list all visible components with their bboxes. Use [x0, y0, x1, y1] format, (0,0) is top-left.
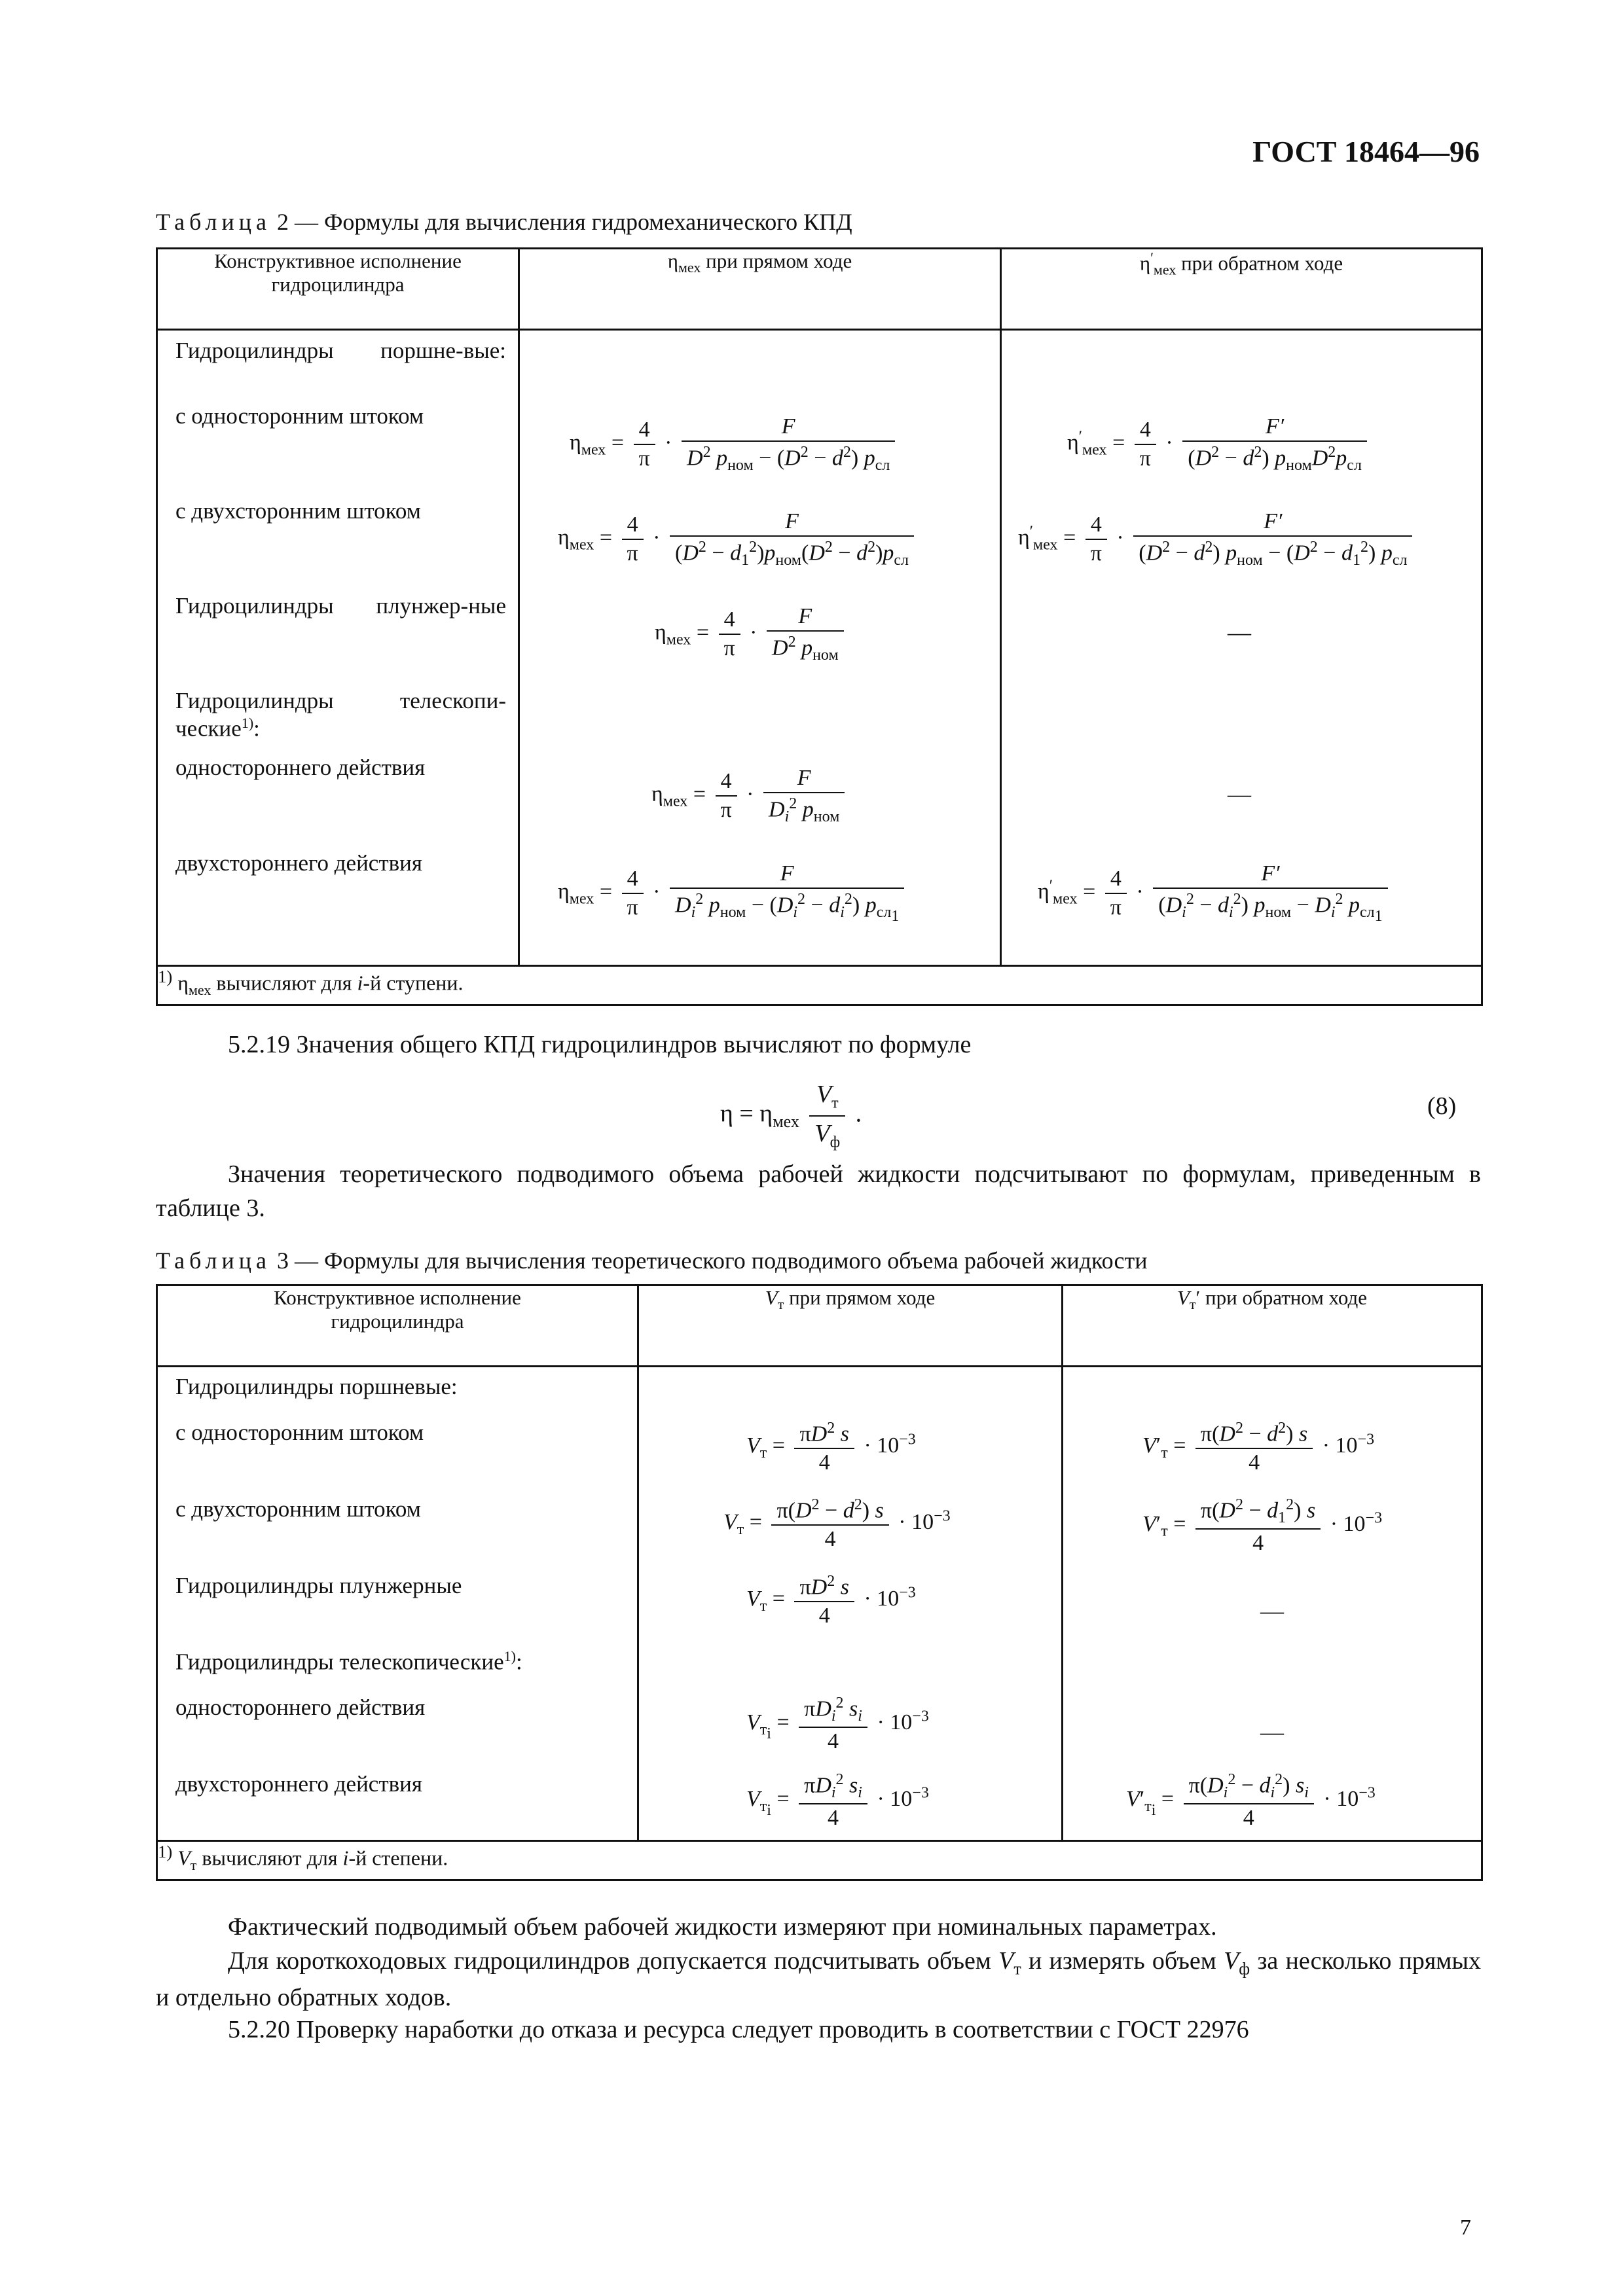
table3-row-single-rod: с односторонним штоком: [175, 1420, 424, 1445]
equation-number-8: (8): [1427, 1092, 1457, 1120]
table3-row-single-acting: одностороннего действия: [175, 1695, 426, 1720]
paragraph-5-2-19-text: 5.2.19 Значения общего КПД гидроцилиндров вычисляют по формуле: [228, 1031, 972, 1058]
table3-formula-reverse-single-rod: $V'_т$ = $\frac{\pi(D^2 - d^2) s}{4}$ · $10^{-3}$: [1142, 1420, 1375, 1475]
table3-formula-forward-plunger: $V_т$ = $\frac{\pi D^2 s}{4}$ · $10^{-3}$: [746, 1573, 916, 1628]
table3-caption-label: Таблица: [156, 1247, 271, 1274]
table3-header-reverse: $V_т'$ при обратном ходе: [1063, 1285, 1482, 1367]
paragraph-theoretical-volume: [156, 1157, 1481, 1225]
table3-reverse-plunger-dash: —: [1260, 1598, 1284, 1624]
table3-row-telescopic: Гидроцилиндры телескопические$^{1)}$:: [175, 1648, 522, 1675]
table3-header-construction: Конструктивное исполнение гидроцилиндра: [157, 1285, 638, 1367]
table3-footnote: $^{1)}$ $V_т$ вычисляют для i-й степени.: [157, 1841, 1482, 1880]
table3-reverse-single-acting-dash: —: [1260, 1719, 1284, 1745]
page-number: 7: [1460, 2215, 1471, 2240]
table2-caption-label: Таблица: [156, 209, 271, 235]
table2-formula-reverse-double-rod: $\eta'_{мех}$ = $\frac{4}{\pi}$ · $\frac{F'}{(D^2 - d^2) p_{ном} - (D^2 - d_1^2) p_{сл}}$: [1018, 511, 1416, 568]
table3-row-plunger: Гидроцилиндры плунжерные: [175, 1573, 462, 1598]
table3-row-double-acting: двухстороннего действия: [175, 1771, 422, 1797]
table3-row-double-rod: с двухсторонним штоком: [175, 1496, 421, 1522]
table2-row-double-rod: с двухсторонним штоком: [175, 498, 421, 524]
table2-row-telescopic: Гидроцилиндры телескопи-ческие$^{1)}$:: [175, 688, 506, 742]
table2-formula-forward-double-acting: $\eta_{мех}$ = $\frac{4}{\pi}$ · $\frac{F}{D_i^2 p_{ном} - (D_i^2 - d_i^2) p_{сл_1}}$: [558, 863, 908, 924]
table2-row-piston: Гидроцилиндры поршне-вые:: [175, 338, 506, 363]
table2-formula-forward-single-rod: $\eta_{мех}$ = $\frac{4}{\pi}$ · $\frac{F}{D^2 p_{ном} - (D^2 - d^2) p_{сл}}$: [570, 416, 899, 473]
table2-row-double-acting: двухстороннего действия: [175, 850, 422, 876]
table2-formula-reverse-double-acting: $\eta'_{мех}$ = $\frac{4}{\pi}$ · $\frac{F'}{(D_i^2 - d_i^2) p_{ном} - D_i^2 p_{сл_1}}$: [1038, 863, 1392, 924]
table3-formula-forward-single-acting: $V_{т_i}$ = $\frac{\pi D_i^2 s_i}{4}$ · $10^{-3}$: [746, 1695, 929, 1754]
table2-formula-forward-plunger: $\eta_{мех}$ = $\frac{4}{\pi}$ · $\frac{F}{D^2 p_{ном}}$: [655, 605, 848, 663]
table2-caption-rest: 2 — Формулы для вычисления гидромеханического КПД: [270, 209, 852, 235]
table3-caption: [156, 1247, 1148, 1274]
table3-row-piston: Гидроцилиндры поршневые:: [175, 1374, 458, 1399]
paragraph-theoretical-volume-text: Значения теоретического подводимого объема рабочей жидкости подсчитывают по формулам, приведенным в таблице 3.: [156, 1160, 1481, 1223]
table3-formula-forward-double-rod: $V_т$ = $\frac{\pi(D^2 - d^2) s}{4}$ · $10^{-3}$: [723, 1496, 951, 1552]
table3-formula-reverse-double-rod: $V'_т$ = $\frac{\pi(D^2 - d_1^2) s}{4}$ · $10^{-3}$: [1142, 1496, 1383, 1556]
paragraph-short-stroke: Для короткоходовых гидроцилиндров допускается подсчитывать объем $V_т$ и измерять объем $V_ф$ за несколько прямых и отдельно обратных ходов.: [156, 1947, 1481, 2012]
table3-header-forward: $V_т$ при прямом ходе: [638, 1285, 1063, 1367]
table2-reverse-plunger-dash: —: [1228, 619, 1251, 645]
table2-header-construction: Конструктивное исполнение гидроцилиндра: [157, 249, 519, 330]
table3-formula-reverse-double-acting: $V'_{т_i}$ = $\frac{\pi(D_i^2 - d_i^2) s_i}{4}$ · $10^{-3}$: [1126, 1771, 1376, 1831]
table2-header-reverse: $\eta'_{мех}$ при обратном ходе: [1001, 249, 1482, 330]
table2-row-plunger: Гидроцилиндры плунжер-ные: [175, 593, 506, 619]
table2-formula-forward-single-acting: $\eta_{мех}$ = $\frac{4}{\pi}$ · $\frac{F}{D_i^2 p_{ном}}$: [651, 767, 848, 825]
table2-formula-reverse-single-rod: $\eta'_{мех}$ = $\frac{4}{\pi}$ · $\frac{F'}{(D^2 - d^2) p_{ном}D^2p_{сл}}$: [1067, 416, 1371, 473]
table2-row-single-acting: одностороннего действия: [175, 755, 426, 780]
table2-row-single-rod: с односторонним штоком: [175, 403, 424, 429]
paragraph-actual-volume-text: Фактический подводимый объем рабочей жидкости измеряют при номинальных параметрах.: [228, 1913, 1217, 1941]
paragraph-actual-volume: [156, 1910, 1481, 1944]
paragraph-5-2-20: [156, 2013, 1481, 2047]
table2-header-forward: $\eta_{мех}$ при прямом ходе: [519, 249, 1001, 330]
table2-caption: [156, 208, 852, 236]
table2-footnote: $^{1)}$ $\eta_{мех}$ вычисляют для i-й ступени.: [157, 966, 1482, 1005]
formula-8: $\eta = \eta_{мех}$ $\frac{V_т}{V_ф}$ .: [720, 1081, 862, 1151]
standard-number: ГОСТ 18464—96: [1252, 135, 1480, 168]
table2-reverse-single-acting-dash: —: [1228, 781, 1251, 807]
table3-formula-forward-single-rod: $V_т$ = $\frac{\pi D^2 s}{4}$ · $10^{-3}$: [746, 1420, 916, 1475]
paragraph-5-2-19: [156, 1028, 1481, 1062]
table3-formula-forward-double-acting: $V_{т_i}$ = $\frac{\pi D_i^2 s_i}{4}$ · $10^{-3}$: [746, 1771, 929, 1831]
table3-caption-rest: 3 — Формулы для вычисления теоретического подводимого объема рабочей жидкости: [270, 1247, 1148, 1274]
table2-formula-forward-double-rod: $\eta_{мех}$ = $\frac{4}{\pi}$ · $\frac{F}{(D^2 - d_1^2)p_{ном}(D^2 - d^2)p_{сл}}$: [558, 511, 918, 568]
paragraph-5-2-20-text: 5.2.20 Проверку наработки до отказа и ресурса следует проводить в соответствии с ГОСТ 22976: [228, 2016, 1249, 2043]
